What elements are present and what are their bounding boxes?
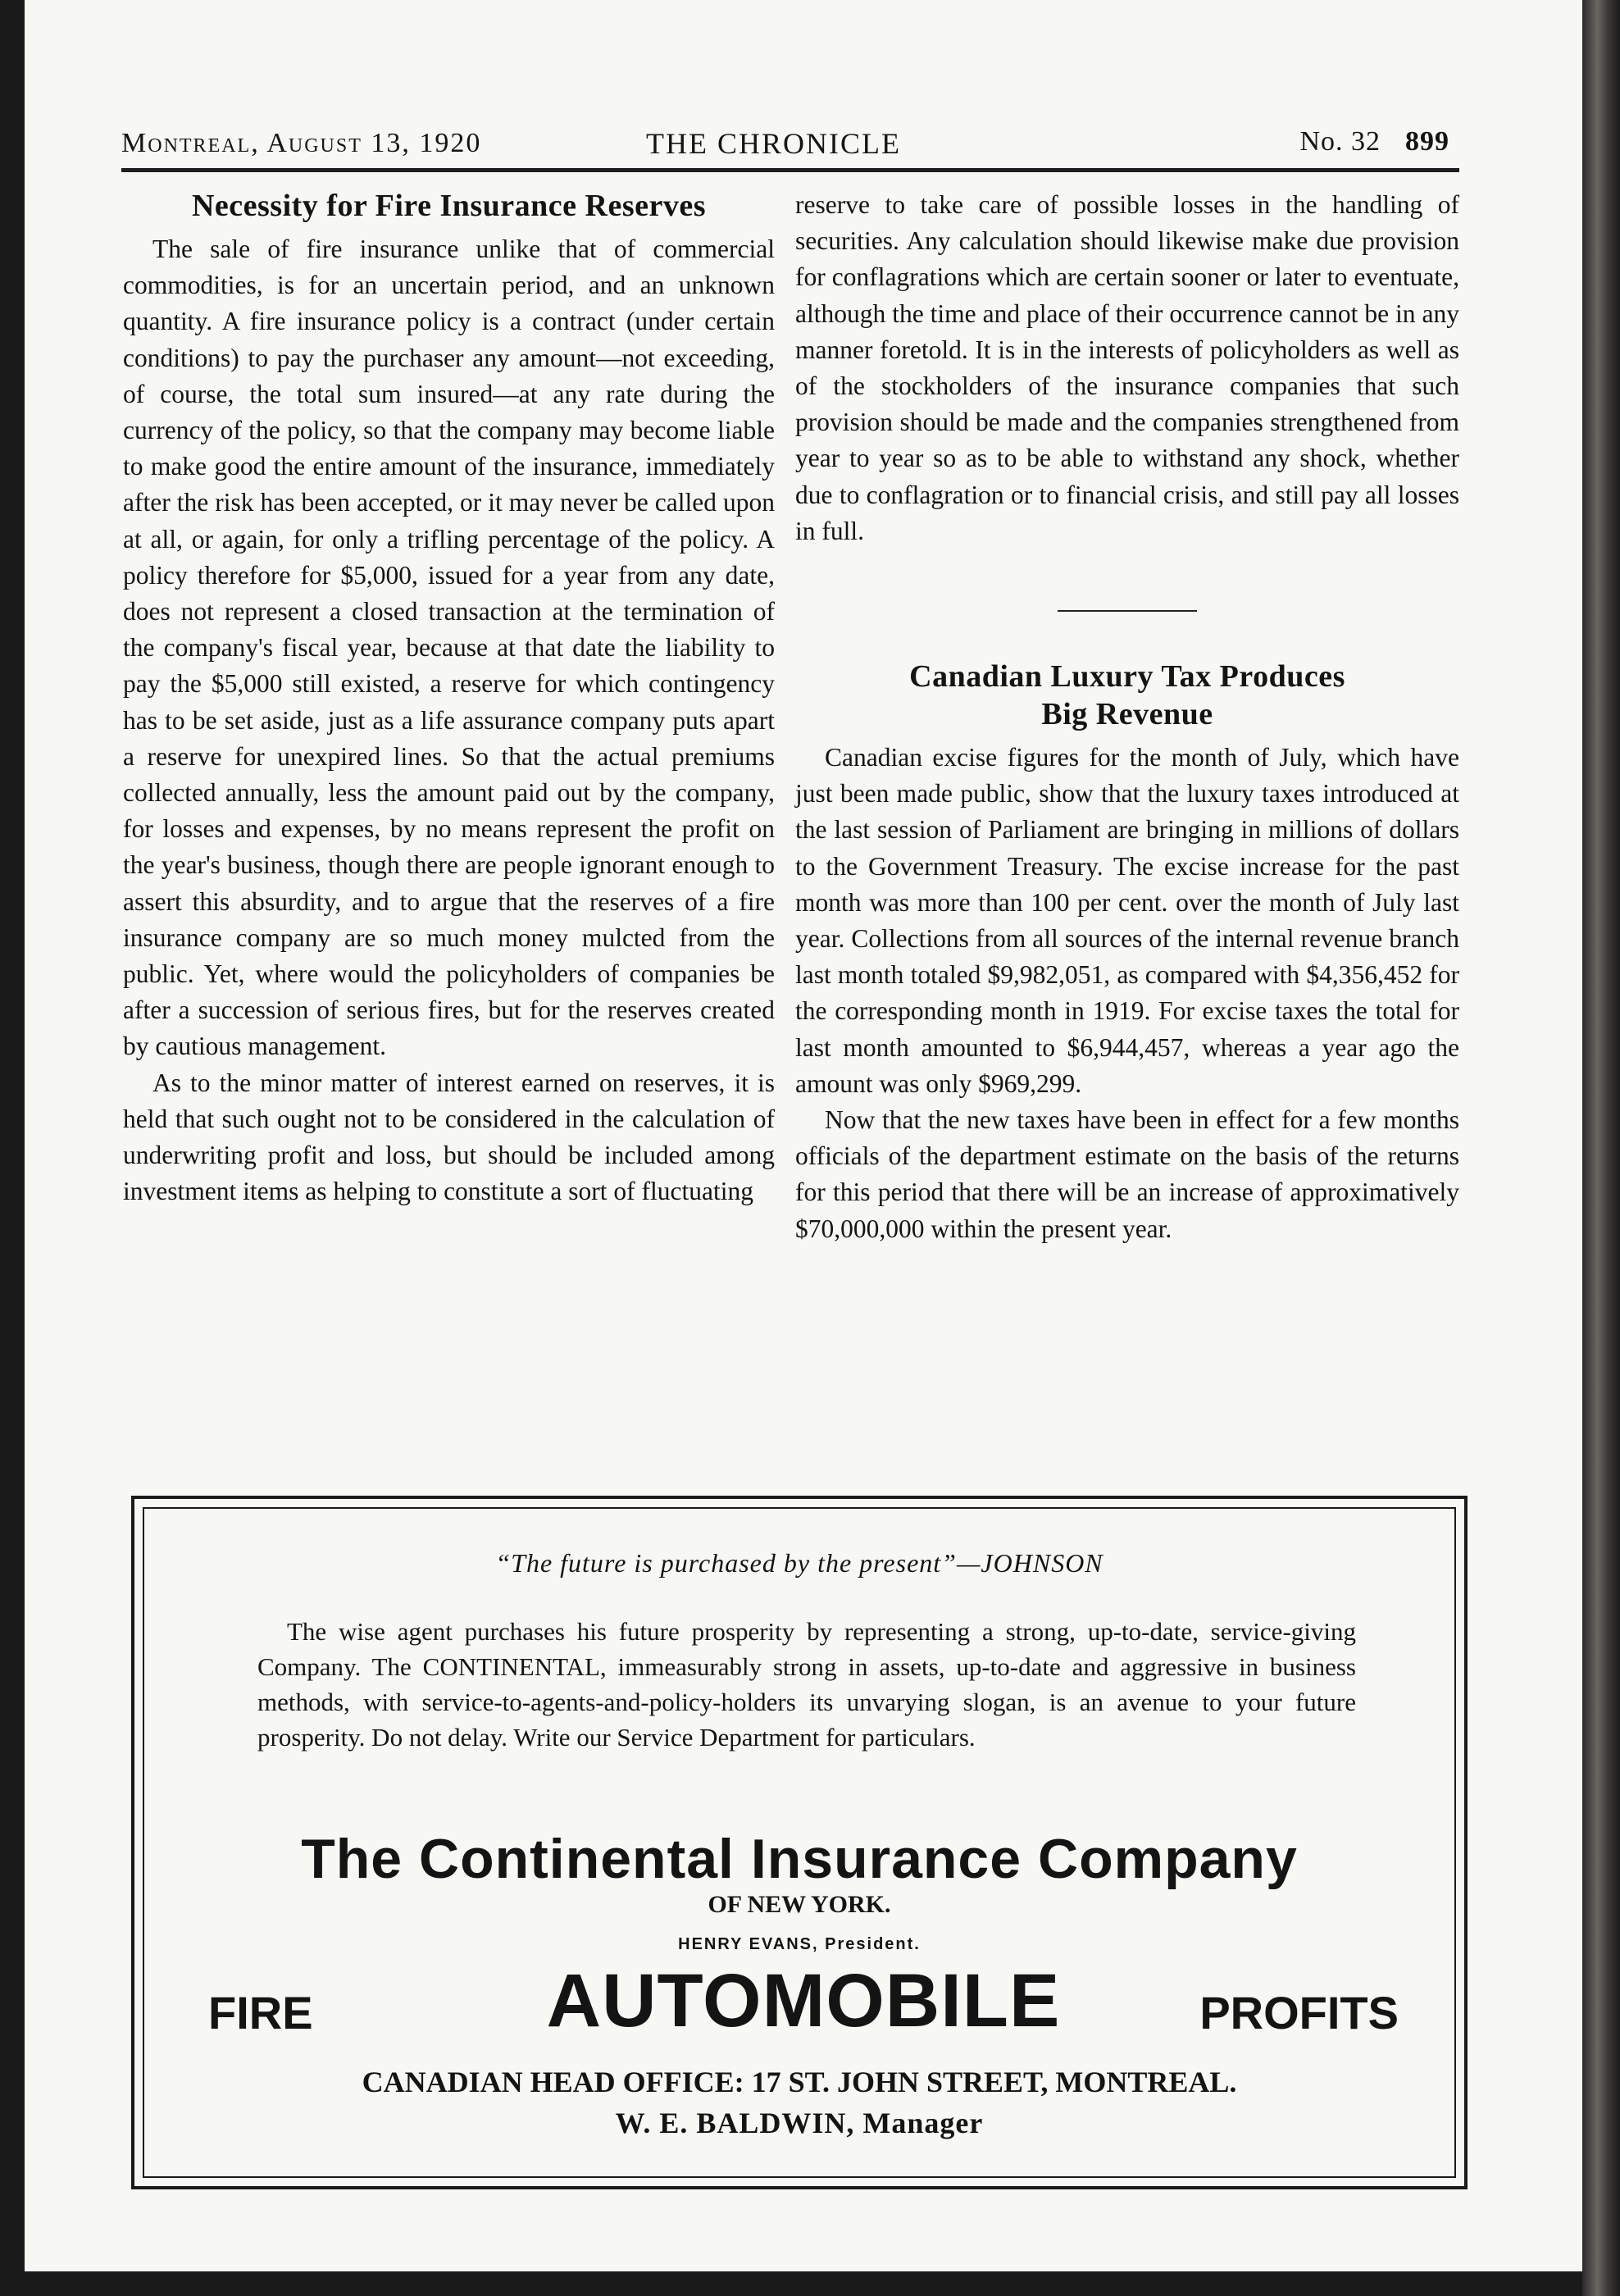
article-title-luxury-tax [795, 658, 1459, 733]
publication-title: THE CHRONICLE [646, 127, 901, 160]
ad-line-automobile: AUTOMOBILE [546, 1959, 1061, 2043]
ad-quote: “The future is purchased by the present”—JOHNSON [495, 1548, 1104, 1578]
page-number: 899 [1405, 126, 1449, 157]
page-header [121, 123, 1449, 164]
ad-president: HENRY EVANS, President. [678, 1935, 921, 1953]
ad-body-text: The wise agent purchases his future prosperity by representing a strong, up-to-date, service-giving Company. The CONTINENTAL, immeasurably strong in assets, up-to-date and aggressive in business methods, with service-to-agents-and-policy-holders its unvarying slogan, is an avenue to your future prosperity. Do not delay. Write our Service Department for particulars. [257, 1617, 1356, 1752]
ad-lines-of-insurance [208, 1958, 1399, 2048]
book-binding-edge [1582, 0, 1620, 2296]
article-paragraph: As to the minor matter of interest earned on reserves, it is held that such ought not to be considered in the calculation of underwriting profit and loss, but should be included among investment items as helping to constitute a sort of fluctuating [123, 1068, 775, 1206]
ad-manager: W. E. BALDWIN, Manager [615, 2107, 984, 2139]
article-paragraph: Canadian excise figures for the month of July, which have just been made public, show that the luxury taxes introduced at the last session of Parliament are bringing in millions of dollars to the Government Treasury. The excise increase for the past month was more than 100 per cent. over the month of July last year. Collections from all sources of the internal revenue branch last month totaled $9,982,051, as compared with $4,356,452 for the corresponding month in 1919. For excise taxes the total for last month amounted to $6,944,457, whereas a year ago the amount was only $969,299. [795, 743, 1459, 1098]
ad-company-name: The Continental Insurance Company [301, 1828, 1298, 1890]
article-paragraph: Now that the new taxes have been in effect for a few months officials of the department estimate on the basis of the returns for this period that there will be an increase of approximatively $70,000,000 within the present year. [795, 1105, 1459, 1243]
ad-company-location: OF NEW YORK. [708, 1891, 891, 1918]
article-paragraph-continued: reserve to take care of possible losses in the handling of securities. Any calculation should likewise make due provision for conflagrations which are certain sooner or later to eventuate, although the time and place of their occurrence cannot be in any manner foretold. It is in the interests of policyholders as well as of the stockholders of the insurance companies that such provision should be made and the companies strengthened from year to year so as to be able to withstand any shock, whether due to conflagration or to financial crisis, and still pay all losses in full. [795, 190, 1459, 545]
issue-number: No. 32 [1299, 126, 1381, 157]
right-column [795, 187, 1459, 1247]
ad-line-profits: PROFITS [1199, 1987, 1399, 2039]
title-line: Canadian Luxury Tax Produces [909, 659, 1345, 695]
continental-advertisement [131, 1496, 1468, 2189]
article-paragraph: The sale of fire insurance unlike that of commercial commodities, is for an uncertain period, and an unknown quantity. A fire insurance policy is a contract (under certain conditions) to pay the purchaser any amount—not exceeding, of course, the total sum insured—at any rate during the currency of the policy, so that the company may become liable to make good the entire amount of the insurance, immediately after the risk has been accepted, or it may never be called upon at all, or again, for only a trifling percentage of the policy. A policy therefore for $5,000, issued for a year from any date, does not represent a closed transaction at the termination of the company's fiscal year, because at that date the liability to pay the $5,000 still existed, a reserve for which contingency has to be set aside, just as a life assurance company puts apart a reserve for unexpired lines. So that the actual premiums collected annually, less the amount paid out by the company, for losses and expenses, by no means represent the profit on the year's business, though there are people ignorant enough to assert this absurdity, and to argue that the reserves of a fire insurance company are so much money mulcted from the public. Yet, where would the policyholders of companies be after a succession of serious fires, but for the reserves created by cautious management. [123, 235, 775, 1061]
header-issue [1299, 126, 1449, 157]
left-column [123, 187, 775, 1210]
ad-head-office: CANADIAN HEAD OFFICE: 17 ST. JOHN STREET, MONTREAL. [362, 2066, 1237, 2098]
ad-line-fire: FIRE [208, 1987, 313, 2039]
header-rule [121, 168, 1459, 172]
title-line: Big Revenue [1041, 697, 1213, 732]
header-dateline: Montreal, August 13, 1920 [121, 128, 482, 158]
article-separator [1058, 610, 1197, 612]
article-title-fire-reserves: Necessity for Fire Insurance Reserves [191, 189, 707, 223]
